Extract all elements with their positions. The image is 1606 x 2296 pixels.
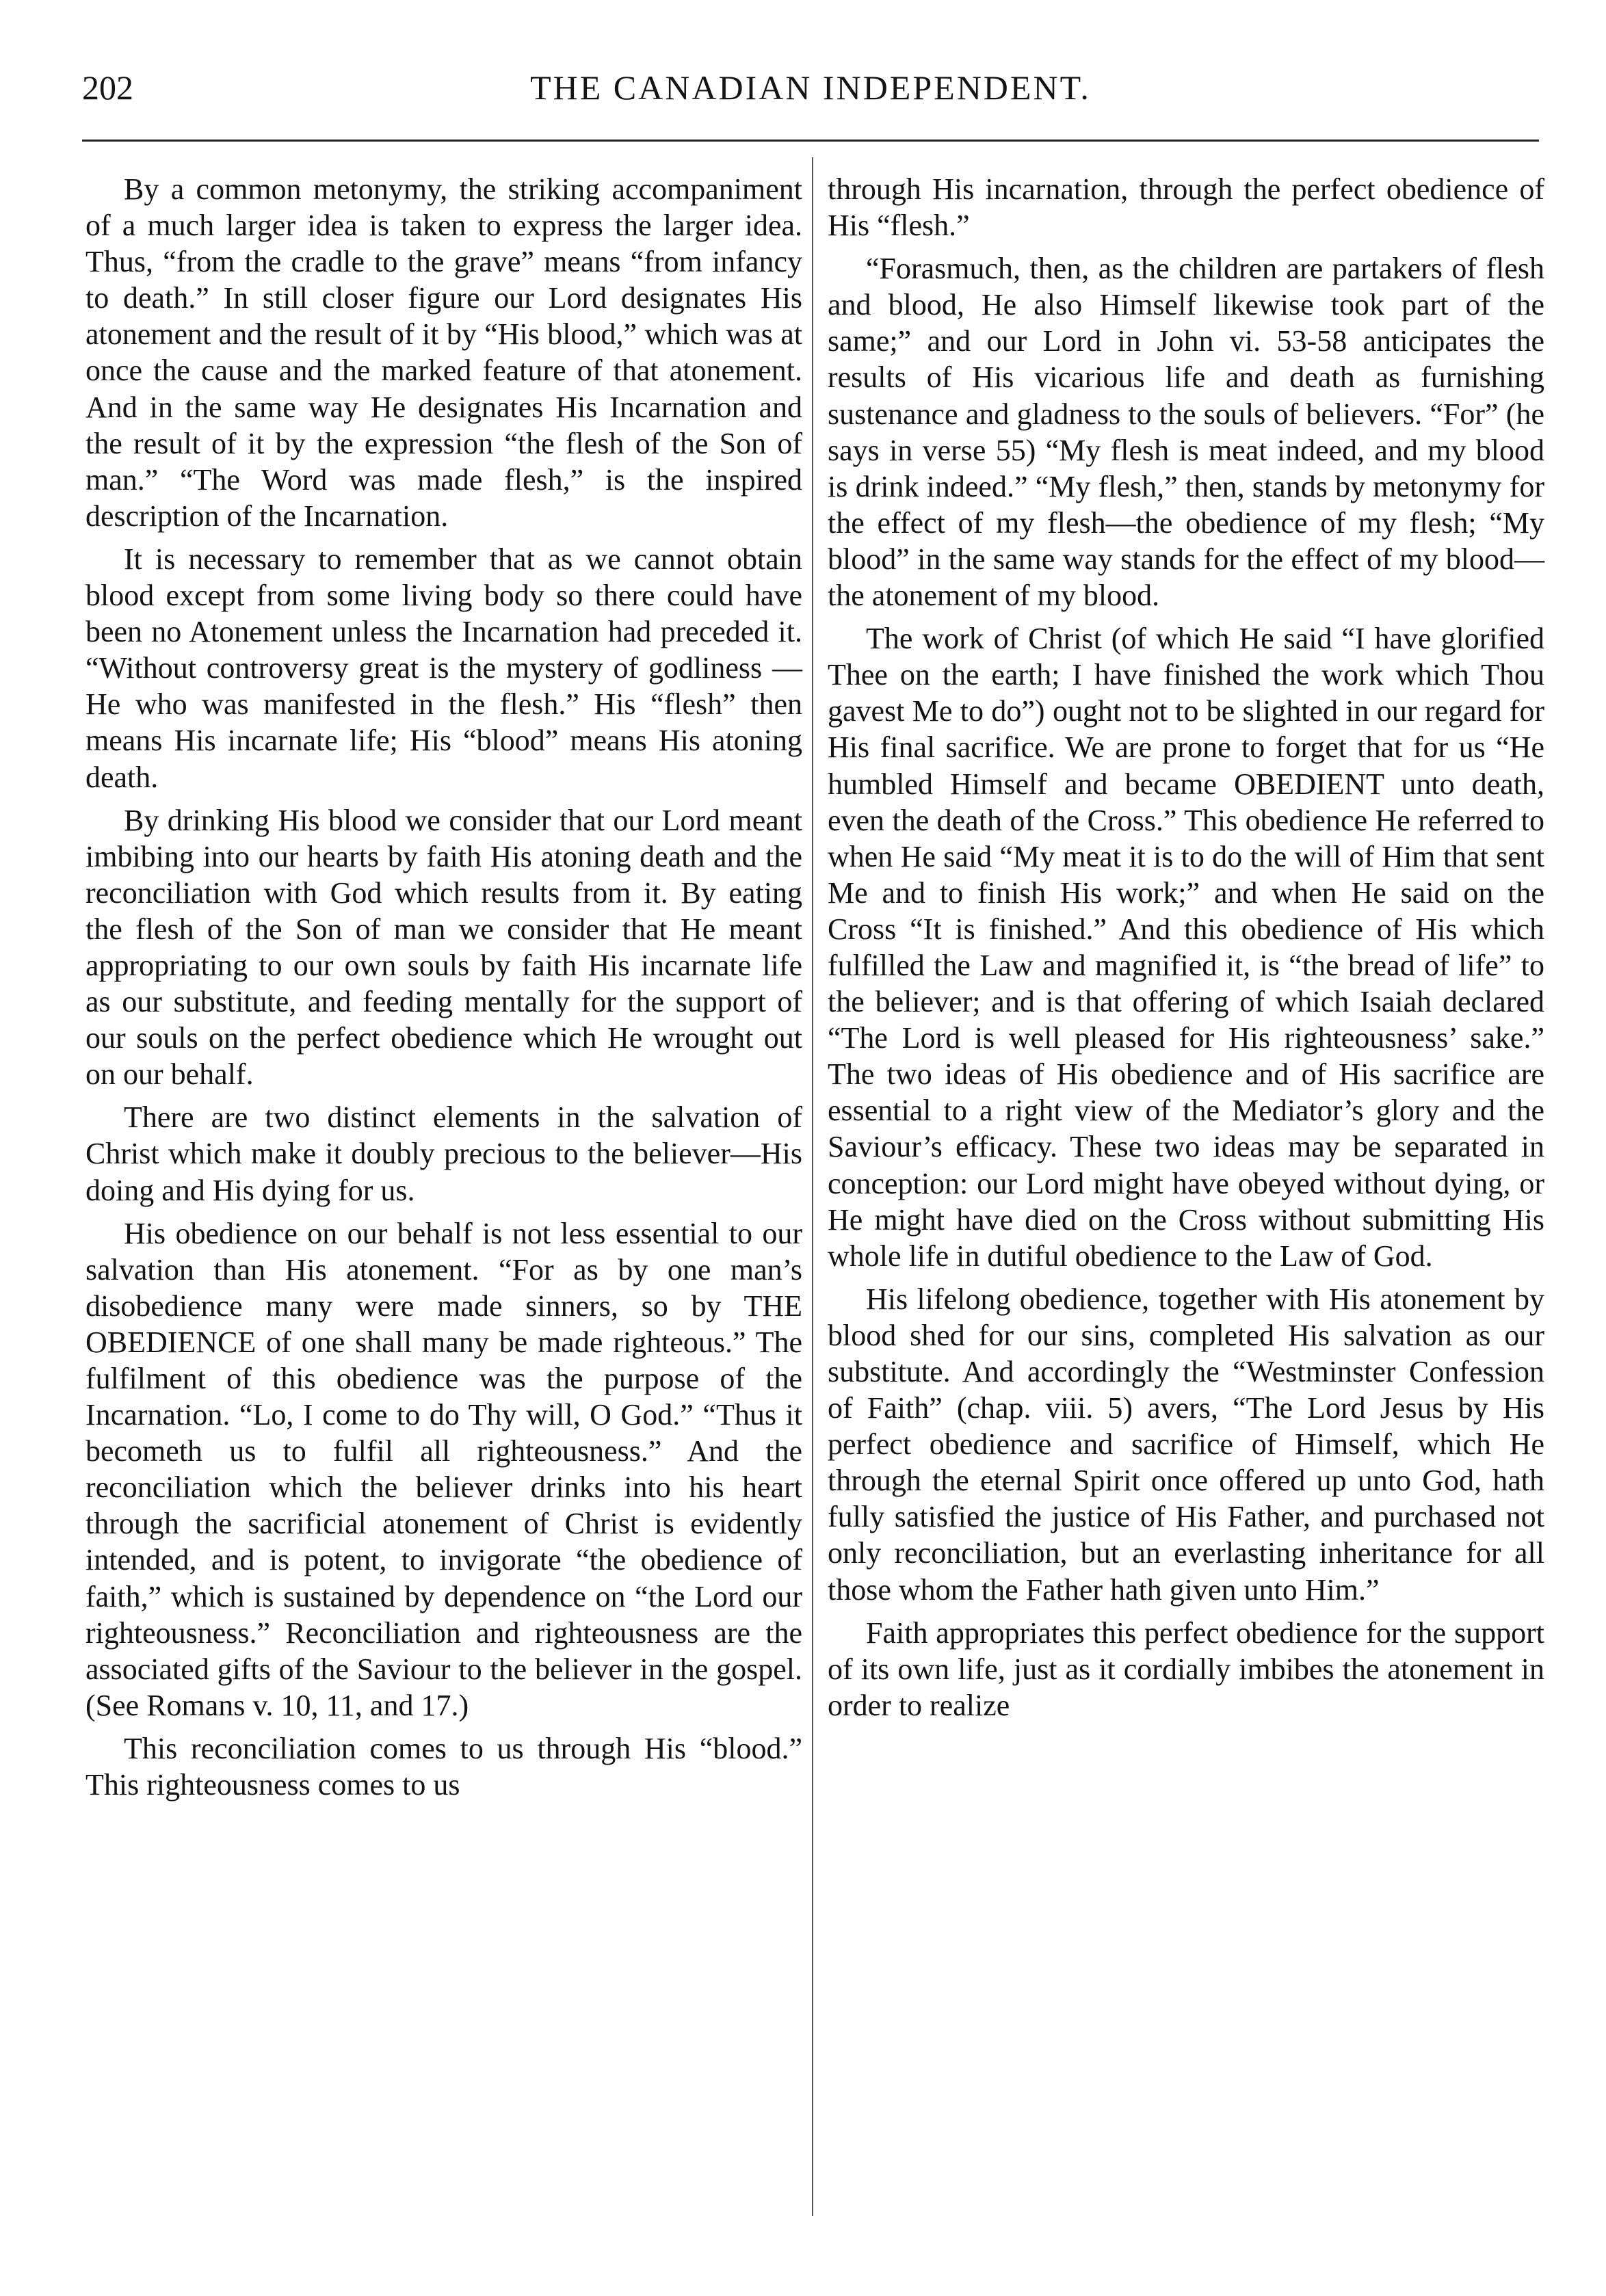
paragraph: “Forasmuch, then, as the children are partakers of flesh and blood, He also Himself likewise took part of the same;” and our Lord in John vi. 53-58 anticipates the results of His vicarious life and death as furnishing sustenance and gladness to the souls of believers. “For” (he says in verse 55) “My flesh is meat indeed, and my blood is drink indeed.” “My flesh,” then, stands by metonymy for the effect of my flesh—the obedience of my flesh; “My blood” in the same way stands for the effect of my blood—the atonement of my blood. — [828, 252, 1544, 613]
header-rule — [82, 140, 1539, 142]
paragraph: By drinking His blood we consider that our Lord meant imbibing into our hearts by faith His atoning death and the reconciliation with God which results from it. By eating the flesh of the Son of man we consider that He meant appropriating to our own souls by faith His incarnate life as our substitute, and feeding mentally for the support of our souls on the perfect obedience which He wrought out on our behalf. — [85, 803, 802, 1092]
column-divider — [812, 157, 813, 2216]
paragraph: His obedience on our behalf is not less essential to our salvation than His atonement. “For as by one man’s disobedience many were made sinners, so by THE OBEDIENCE of one shall many be made righteous.” The fulfilment of this obedience was the purpose of the Incarnation. “Lo, I come to do Thy will, O God.” “Thus it becometh us to fulfil all righteousness.” And the reconciliation which the believer drinks into his heart through the sacrificial atonement of Christ is evidently intended, and is potent, to invigorate “the obedience of faith,” which is sustained by dependence on “the Lord our righteousness.” Reconciliation and righteousness are the associated gifts of the Saviour to the believer in the gospel. (See Romans v. 10, 11, and 17.) — [85, 1216, 802, 1722]
paragraph: There are two distinct elements in the salvation of Christ which make it doubly precious to the believer—His doing and His dying for us. — [85, 1100, 802, 1207]
paragraph: This reconciliation comes to us through His “blood.” This righteousness comes to us — [85, 1731, 802, 1802]
page-number: 202 — [82, 68, 133, 107]
page-header — [82, 60, 1539, 115]
paragraph: It is necessary to remember that as we cannot obtain blood except from some living body so there could have been no Atonement unless the Incarnation had preceded it. “Without controversy great is the mystery of godliness —He who was manifested in the flesh.” His “flesh” then means His incarnate life; His “blood” means His atoning death. — [85, 542, 802, 794]
paragraph: The work of Christ (of which He said “I have glorified Thee on the earth; I have finished the work which Thou gavest Me to do”) ought not to be slighted in our regard for His final sacrifice. We are prone to forget that for us “He humbled Himself and became OBEDIENT unto death, even the death of the Cross.” This obedience He referred to when He said “My meat it is to do the will of Him that sent Me and to finish His work;” and when He said on the Cross “It is finished.” And this obedience of His which fulfilled the Law and magnified it, is “the bread of life” to the believer; and is that offering of which Isaiah declared “The Lord is well pleased for His righteousness’ sake.” The two ideas of His obedience and of His sacrifice are essential to a right view of the Mediator’s glory and the Saviour’s efficacy. These two ideas may be separated in conception: our Lord might have obeyed without dying, or He might have died on the Cross without submitting His whole life in dutiful obedience to the Law of God. — [828, 622, 1544, 1273]
running-title: THE CANADIAN INDEPENDENT. — [530, 68, 1091, 107]
left-column — [85, 171, 802, 1810]
paragraph: By a common metonymy, the striking accompaniment of a much larger idea is taken to express the larger idea. Thus, “from the cradle to the grave” means “from infancy to death.” In still closer figure our Lord designates His atonement and the result of it by “His blood,” which was at once the cause and the marked feature of that atonement. And in the same way He designates His Incarnation and the result of it by the expression “the flesh of the Son of man.” “The Word was made flesh,” is the inspired description of the Incarnation. — [85, 172, 802, 533]
paragraph: through His incarnation, through the perfect obedience of His “flesh.” — [828, 172, 1544, 243]
paragraph: His lifelong obedience, together with His atonement by blood shed for our sins, completed His salvation as our substitute. And accordingly the “Westminster Confession of Faith” (chap. viii. 5) avers, “The Lord Jesus by His perfect obedience and sacrifice of Himself, which He through the eternal Spirit once offered up unto God, hath fully satisfied the justice of His Father, and purchased not only reconciliation, but an everlasting inheritance for all those whom the Father hath given unto Him.” — [828, 1282, 1544, 1607]
right-column — [828, 171, 1544, 1730]
paragraph: Faith appropriates this perfect obedience for the support of its own life, just as it cordially imbibes the atonement in order to realize — [828, 1615, 1544, 1722]
